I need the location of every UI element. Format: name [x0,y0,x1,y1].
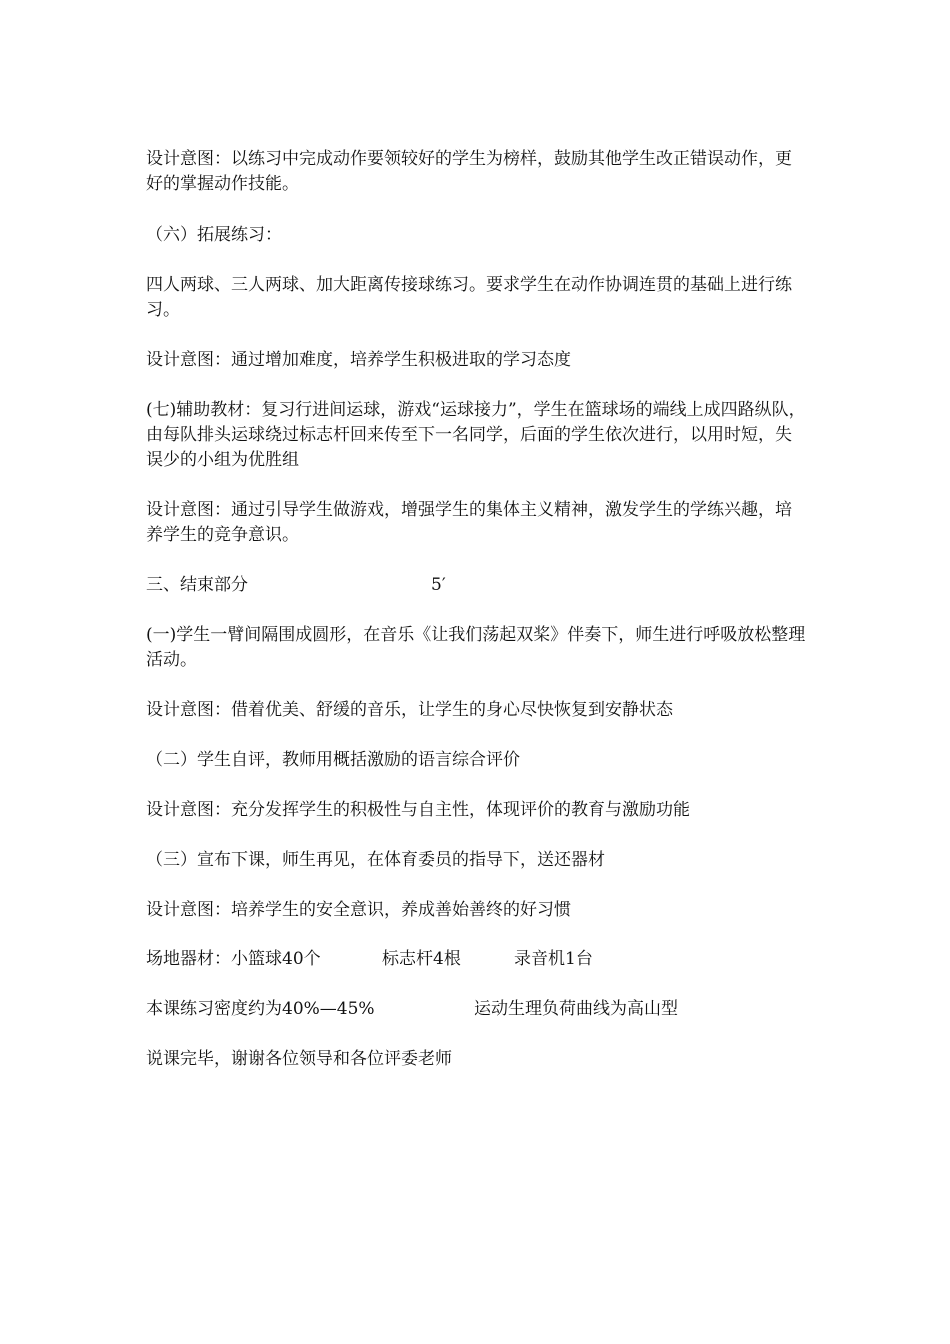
equipment-item: 录音机1台 [514,949,593,969]
design-intent-paragraph: 设计意图：培养学生的安全意识，养成善始善终的好习惯 [146,900,571,920]
auxiliary-material-paragraph: (七)辅助教材：复习行进间运球，游戏“运球接力”，学生在篮球场的端线上成四路纵队，由每队排头运球绕过标志杆回来传至下一名同学，后面的学生依次进行，以用时短，失误少的小组为优胜组 [146,400,806,470]
equipment-line [146,947,808,972]
relaxation-activity-paragraph: (一)学生一臂间隔围成圆形，在音乐《让我们荡起双桨》伴奏下，师生进行呼吸放松整理活动。 [146,625,806,670]
document-page [146,0,808,1344]
practice-density: 本课练习密度约为40%—45% [146,999,375,1019]
closing-paragraph: 说课完毕，谢谢各位领导和各位评委老师 [146,1049,452,1069]
design-intent-paragraph: 设计意图：以练习中完成动作要领较好的学生为榜样，鼓励其他学生改正错误动作，更好的掌握动作技能。 [146,149,792,194]
section-heading-ending [146,573,808,598]
self-evaluation-paragraph: （二）学生自评，教师用概括激励的语言综合评价 [146,750,520,770]
section-heading-extension-practice: （六）拓展练习： [146,225,282,245]
design-intent-paragraph: 设计意图：充分发挥学生的积极性与自主性，体现评价的教育与激励功能 [146,800,690,820]
extension-practice-paragraph: 四人两球、三人两球、加大距离传接球练习。要求学生在动作协调连贯的基础上进行练习。 [146,275,792,320]
dismissal-paragraph: （三）宣布下课，师生再见，在体育委员的指导下，送还器材 [146,850,605,870]
equipment-label: 场地器材：小篮球40个 [146,949,321,969]
design-intent-paragraph: 设计意图：借着优美、舒缓的音乐，让学生的身心尽快恢复到安静状态 [146,700,673,720]
density-line [146,997,808,1022]
load-curve: 运动生理负荷曲线为高山型 [474,999,678,1019]
design-intent-paragraph: 设计意图：通过增加难度，培养学生积极进取的学习态度 [146,350,571,370]
equipment-item: 标志杆4根 [382,949,461,969]
section-title: 三、结束部分 [146,575,248,595]
design-intent-paragraph: 设计意图：通过引导学生做游戏，增强学生的集体主义精神，激发学生的学练兴趣，培养学生的竞争意识。 [146,500,792,545]
section-duration: 5′ [431,575,446,595]
